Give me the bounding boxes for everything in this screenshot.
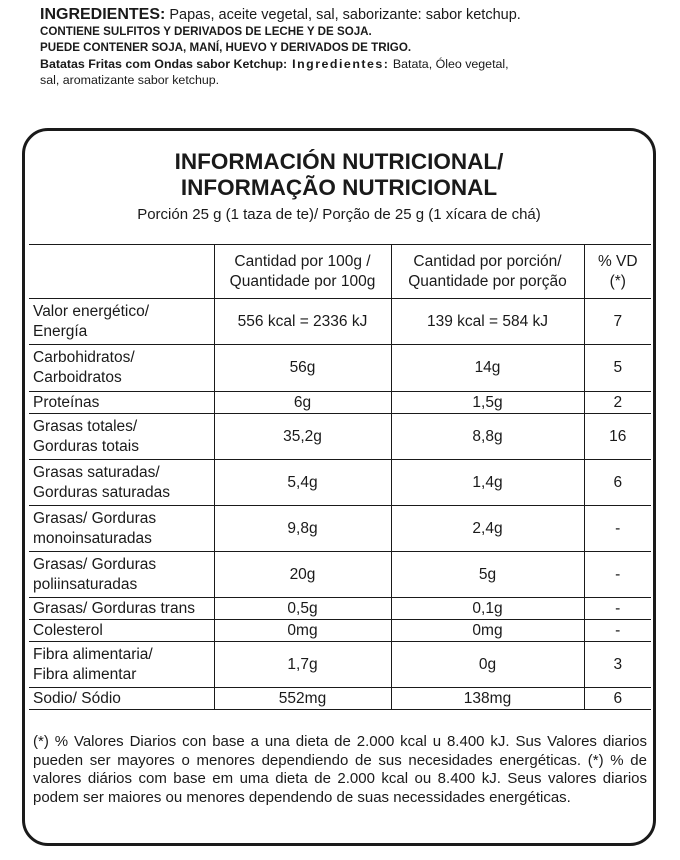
table-row bbox=[29, 345, 651, 392]
value-per-100g: 35,2g bbox=[214, 414, 391, 460]
ingredients-pt bbox=[40, 56, 660, 72]
ingredients-es-text: Papas, aceite vegetal, sal, saborizante: sabor ketchup. bbox=[165, 7, 521, 23]
value-vd: 16 bbox=[584, 414, 651, 460]
nutrient-name-es: Grasas totales/ bbox=[33, 417, 138, 435]
nutrient-name-pt: monoinsaturadas bbox=[33, 529, 152, 547]
ingredients-pt-text: Batata, Óleo vegetal, bbox=[389, 57, 509, 71]
allergen-contains: CONTIENE SULFITOS Y DERIVADOS DE LECHE Y DE SOJA. bbox=[40, 25, 372, 38]
nutrient-name bbox=[29, 688, 214, 710]
value-vd: 3 bbox=[584, 642, 651, 688]
nutrient-name-es: Sodio/ Sódio bbox=[33, 689, 121, 707]
panel-title-es: INFORMACIÓN NUTRICIONAL/ bbox=[174, 149, 504, 174]
value-per-100g: 552mg bbox=[214, 688, 391, 710]
value-vd: - bbox=[584, 552, 651, 598]
header-per-portion bbox=[391, 245, 584, 299]
header-per-100g-pt: Quantidade por 100g bbox=[229, 272, 376, 290]
nutrient-name-pt: Gorduras totais bbox=[33, 437, 139, 455]
value-vd: 5 bbox=[584, 345, 651, 392]
value-vd: - bbox=[584, 620, 651, 642]
value-per-100g: 556 kcal = 2336 kJ bbox=[214, 299, 391, 345]
nutrient-name bbox=[29, 598, 214, 620]
header-per-100g bbox=[214, 245, 391, 299]
table-header-row bbox=[29, 245, 651, 299]
ingredients-pt-label: Ingredientes: bbox=[287, 57, 390, 71]
value-per-100g: 0,5g bbox=[214, 598, 391, 620]
header-per-portion-es: Cantidad por porción/ bbox=[413, 252, 562, 270]
allergen-may-contain: PUEDE CONTENER SOJA, MANÍ, HUEVO Y DERIVADOS DE TRIGO. bbox=[40, 41, 412, 54]
nutrient-name-pt: Fibra alimentar bbox=[33, 665, 137, 683]
header-per-100g-es: Cantidad por 100g / bbox=[234, 252, 371, 270]
header-nutrient bbox=[29, 245, 214, 299]
table-row bbox=[29, 506, 651, 552]
ingredients-pt-title: Batatas Fritas com Ondas sabor Ketchup: bbox=[40, 57, 288, 71]
value-per-portion: 1,5g bbox=[391, 392, 584, 414]
table-row bbox=[29, 299, 651, 345]
nutrient-name bbox=[29, 642, 214, 688]
value-per-100g: 6g bbox=[214, 392, 391, 414]
value-per-portion: 8,8g bbox=[391, 414, 584, 460]
nutrient-name bbox=[29, 506, 214, 552]
ingredients-es bbox=[40, 6, 660, 24]
nutrient-name-pt: Energía bbox=[33, 322, 88, 340]
nutrient-name-es: Fibra alimentaria/ bbox=[33, 645, 153, 663]
value-vd: - bbox=[584, 506, 651, 552]
value-vd: - bbox=[584, 598, 651, 620]
portion-size: Porción 25 g (1 taza de te)/ Porção de 25 g (1 xícara de chá) bbox=[137, 206, 541, 223]
nutrient-name-pt: poliinsaturadas bbox=[33, 575, 138, 593]
nutrient-name-es: Colesterol bbox=[33, 621, 103, 639]
value-per-100g: 9,8g bbox=[214, 506, 391, 552]
footnote: (*) % Valores Diarios con base a una dieta de 2.000 kcal u 8.400 kJ. Sus Valores diarios pueden ser mayores o menores dependiendo de sus necesidades energéticas. (*) % de valores diários com base em uma dieta de 2.000 kcal ou 8.400 kJ. Seus valores diarios podem ser maiores ou menores dependendo de suas necessidades energéticas. bbox=[33, 733, 647, 806]
value-per-100g: 5,4g bbox=[214, 460, 391, 506]
table-row bbox=[29, 552, 651, 598]
value-vd: 2 bbox=[584, 392, 651, 414]
table-row bbox=[29, 598, 651, 620]
nutrient-name-pt: Carboidratos bbox=[33, 369, 122, 386]
value-vd: 6 bbox=[584, 688, 651, 710]
value-per-portion: 5g bbox=[391, 552, 584, 598]
nutrient-name-es: Grasas/ Gorduras bbox=[33, 555, 157, 573]
nutrient-name bbox=[29, 552, 214, 598]
table-row bbox=[29, 414, 651, 460]
value-per-portion: 0g bbox=[391, 642, 584, 688]
value-per-100g: 1,7g bbox=[214, 642, 391, 688]
value-per-portion: 14g bbox=[391, 345, 584, 392]
value-per-portion: 0,1g bbox=[391, 598, 584, 620]
value-per-portion: 139 kcal = 584 kJ bbox=[391, 299, 584, 345]
header-vd: % VD (*) bbox=[584, 245, 651, 299]
value-per-portion: 138mg bbox=[391, 688, 584, 710]
ingredients-pt-text-cont: sal, aromatizante sabor ketchup. bbox=[40, 73, 220, 87]
value-per-portion: 0mg bbox=[391, 620, 584, 642]
nutrient-name bbox=[29, 620, 214, 642]
value-per-100g: 56g bbox=[214, 345, 391, 392]
nutrient-name bbox=[29, 345, 214, 392]
nutrition-panel bbox=[22, 128, 656, 846]
table-row bbox=[29, 620, 651, 642]
value-vd: 6 bbox=[584, 460, 651, 506]
nutrient-name-pt: Gorduras saturadas bbox=[33, 483, 170, 501]
nutrient-name bbox=[29, 414, 214, 460]
nutrient-name bbox=[29, 392, 214, 414]
nutrient-name-es: Grasas saturadas/ bbox=[33, 463, 160, 481]
table-row bbox=[29, 688, 651, 710]
value-per-portion: 2,4g bbox=[391, 506, 584, 552]
header-per-portion-pt: Quantidade por porção bbox=[408, 272, 567, 290]
nutrition-table bbox=[29, 244, 651, 710]
nutrient-name-es: Valor energético/ bbox=[33, 302, 150, 320]
nutrient-name-es: Grasas/ Gorduras trans bbox=[33, 599, 195, 617]
nutrient-name-es: Grasas/ Gorduras bbox=[33, 509, 157, 527]
ingredients-es-label: INGREDIENTES: bbox=[40, 6, 166, 23]
value-per-100g: 20g bbox=[214, 552, 391, 598]
table-row bbox=[29, 642, 651, 688]
nutrient-name-es: Carbohidratos/ bbox=[33, 349, 135, 366]
table-row bbox=[29, 460, 651, 506]
value-vd: 7 bbox=[584, 299, 651, 345]
nutrient-name-es: Proteínas bbox=[33, 393, 100, 411]
value-per-portion: 1,4g bbox=[391, 460, 584, 506]
value-per-100g: 0mg bbox=[214, 620, 391, 642]
table-row bbox=[29, 392, 651, 414]
nutrient-name bbox=[29, 299, 214, 345]
ingredients-block bbox=[40, 6, 660, 88]
nutrient-name bbox=[29, 460, 214, 506]
panel-title-pt: INFORMAÇÃO NUTRICIONAL bbox=[180, 175, 498, 200]
